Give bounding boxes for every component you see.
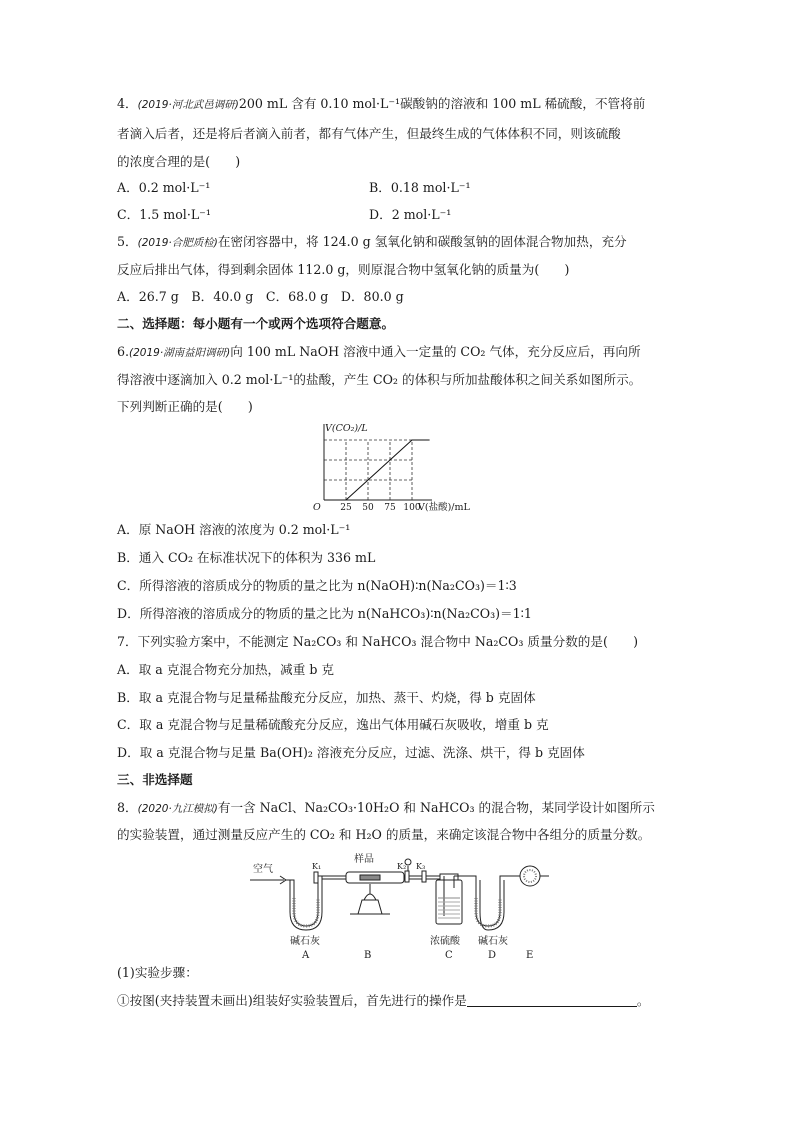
q5-number: 5． — [117, 234, 138, 249]
q5-source: (2019·合肥质检) — [137, 237, 218, 249]
chart-axes — [324, 424, 432, 500]
q8-sub1-heading: (1)实验步骤： — [117, 965, 198, 980]
q6-option-a: A．原 NaOH 溶液的浓度为 0.2 mol·L⁻¹ — [117, 522, 351, 537]
q5-stem-1: 在密闭容器中，将 124.0 g 氢氧化钠和碳酸氢钠的固体混合物加热，充分 — [217, 234, 627, 249]
q8-number: 8． — [117, 800, 138, 815]
q7-option-b: B．取 a 克混合物与足量稀盐酸充分反应，加热、蒸干、灼烧，得 b 克固体 — [117, 690, 536, 705]
q8-sub1-text: ①按图(夹持装置未画出)组装好实验装置后，首先进行的操作是 — [117, 993, 467, 1008]
q8-line2: 的实验装置，通过测量反应产生的 CO₂ 和 H₂O 的质量，来确定该混合物中各组分的质量分数。 — [117, 827, 651, 842]
q4-option-a: A．0.2 mol·L⁻¹ — [117, 180, 211, 195]
x-tick-label: 75 — [384, 503, 396, 513]
x-axis-label: V(盐酸)/mL — [418, 502, 470, 513]
q6-option-b: B．通入 CO₂ 在标准状况下的体积为 336 mL — [117, 550, 376, 565]
chart-series — [324, 440, 430, 500]
q6-line1 — [117, 344, 641, 361]
label-b: B — [364, 950, 372, 961]
q7-option-d: D．取 a 克混合物与足量 Ba(OH)₂ 溶液充分反应，过滤、洗涤、烘干，得 b 克固体 — [117, 745, 585, 760]
q4-stem-1: 200 mL 含有 0.10 mol·L⁻¹碳酸钠的溶液和 100 mL 稀硫酸，不管将前 — [238, 96, 646, 111]
q5-line2: 反应后排出气体，得到剩余固体 112.0 g，则原混合物中氢氧化钠的质量为( ) — [117, 262, 570, 277]
sample-boat — [360, 875, 380, 880]
label-c-reagent: 浓硫酸 — [430, 936, 460, 947]
label-c: C — [445, 950, 453, 961]
alcohol-lamp — [358, 900, 382, 914]
q8-period: 。 — [636, 993, 650, 1008]
q4-option-c: C．1.5 mol·L⁻¹ — [117, 207, 211, 222]
series-line — [324, 440, 430, 500]
q4-number: 4． — [117, 96, 138, 111]
q8-sub1-question — [117, 993, 649, 1009]
q6-line2: 得溶液中逐滴加入 0.2 mol·L⁻¹的盐酸，产生 CO₂ 的体积与所加盐酸体积之间关系如图所示。 — [117, 372, 642, 387]
q6-option-d: D．所得溶液的溶质成分的物质的量之比为 n(NaHCO₃)∶n(Na₂CO₃)＝1∶1 — [117, 606, 532, 621]
q5-options: A．26.7 g B．40.0 g C．68.0 g D．80.0 g — [117, 289, 404, 304]
section-3-heading: 三、非选择题 — [117, 772, 193, 787]
y-axis-label: V(CO₂)/L — [325, 423, 368, 434]
label-d-reagent: 碱石灰 — [478, 936, 508, 947]
valve-k2-label: K₂ — [397, 862, 407, 871]
x-tick-label: 50 — [362, 503, 374, 513]
label-e: E — [526, 950, 534, 961]
answer-blank[interactable] — [467, 994, 637, 1007]
q4-line2: 者滴入后者，还是将后者滴入前者，都有气体产生，但最终生成的气体体积不同，则该硫酸 — [117, 126, 621, 141]
q6-number: 6. — [117, 344, 130, 359]
co2-volume-chart — [308, 420, 498, 516]
q8-stem-1: 有一含 NaCl、Na₂CO₃·10H₂O 和 NaHCO₃ 的混合物，某同学设计如图所示 — [217, 800, 655, 815]
x-tick-label: 25 — [340, 503, 352, 513]
q8-line1 — [117, 800, 655, 817]
apparatus-letter-labels — [250, 948, 550, 962]
chart-grid — [324, 440, 412, 500]
q7-option-c: C．取 a 克混合物与足量稀硫酸充分反应，逸出气体用碱石灰吸收，增重 b 克 — [117, 717, 549, 732]
q4-option-d: D．2 mol·L⁻¹ — [369, 207, 452, 222]
q4-option-b: B．0.18 mol·L⁻¹ — [369, 180, 471, 195]
q8-source: (2020·九江模拟) — [137, 803, 218, 815]
label-a-reagent: 碱石灰 — [290, 936, 320, 947]
q5-line1 — [117, 234, 627, 251]
air-label: 空气 — [253, 864, 273, 875]
section-2-heading: 二、选择题：每小题有一个或两个选项符合题意。 — [117, 316, 395, 331]
valve-k1-label: K₁ — [312, 862, 322, 871]
q6-source: (2019·湖南益阳调研) — [129, 347, 231, 359]
experiment-apparatus-diagram — [250, 848, 550, 950]
q7-option-a: A．取 a 克混合物充分加热，减重 b 克 — [117, 662, 334, 677]
sample-label: 样品 — [354, 854, 374, 865]
label-a: A — [302, 950, 310, 961]
label-d: D — [488, 950, 497, 961]
q4-line1 — [117, 96, 645, 113]
q4-source: (2019·河北武邑调研) — [137, 99, 239, 111]
origin-label: O — [313, 502, 321, 513]
valve-k3-label: K₃ — [416, 862, 426, 871]
q6-option-c: C．所得溶液的溶质成分的物质的量之比为 n(NaOH)∶n(Na₂CO₃)＝1∶3 — [117, 578, 517, 593]
q6-line3: 下列判断正确的是( ) — [117, 399, 253, 414]
q4-line3: 的浓度合理的是( ) — [117, 154, 241, 169]
q6-stem-1: 向 100 mL NaOH 溶液中通入一定量的 CO₂ 气体，充分反应后，再向所 — [230, 344, 641, 359]
x-tick-label: 100 — [403, 503, 421, 513]
q7-stem: 7．下列实验方案中，不能测定 Na₂CO₃ 和 NaHCO₃ 混合物中 Na₂CO₃ 质量分数的是( ) — [117, 634, 638, 649]
